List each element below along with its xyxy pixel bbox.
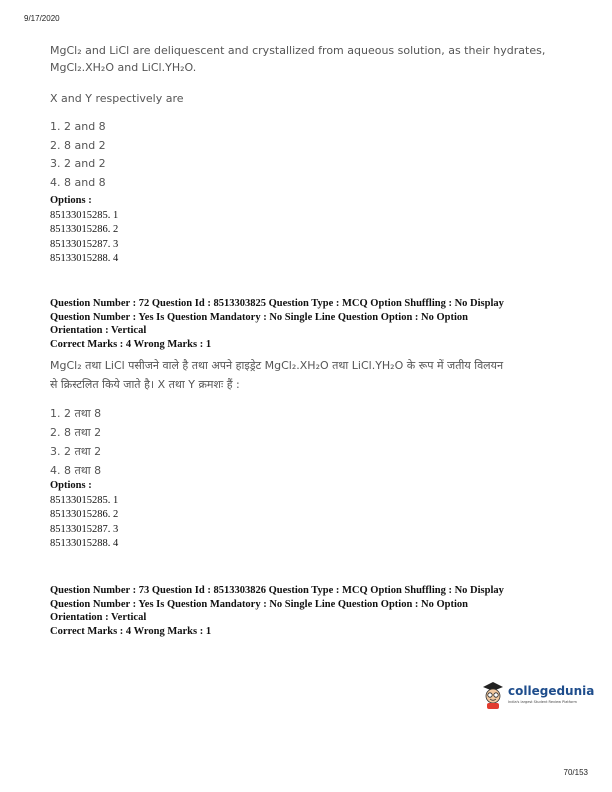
meta-line: Orientation : Vertical: [50, 325, 147, 336]
mascot-icon: [481, 681, 505, 709]
option-id: 85133015285. 1: [50, 209, 119, 221]
choice-item: 2. 8 तथा 2: [50, 426, 102, 439]
choice-item: 3. 2 and 2: [50, 157, 106, 170]
question-line: MgCl₂ तथा LiCl पसीजने वाले है तथा अपने हाइड्रेट MgCl₂.XH₂O तथा LiCl.YH₂O के रूप में जतीय विलयन: [50, 359, 504, 372]
option-id: 85133015287. 3: [50, 523, 119, 535]
meta-line: Question Number : 73 Question Id : 8513303826 Question Type : MCQ Option Shuffling : No Display: [50, 585, 504, 596]
meta-line: Correct Marks : 4 Wrong Marks : 1: [50, 625, 212, 637]
page-number: 70/153: [563, 768, 588, 777]
choice-item: 4. 8 तथा 8: [50, 464, 102, 477]
meta-line: Question Number : Yes Is Question Mandatory : No Single Line Question Option : No Option: [50, 311, 469, 323]
choice-item: 1. 2 तथा 8: [50, 407, 102, 420]
option-id: 85133015288. 4: [50, 253, 119, 265]
meta-line: Correct Marks : 4 Wrong Marks : 1: [50, 338, 212, 350]
question-prompt: X and Y respectively are: [50, 92, 184, 105]
brand-tagline: India's largest Student Review Platform: [508, 700, 577, 704]
question-line: MgCl₂ and LiCl are deliquescent and crystallized from aqueous solution, as their hydrates,: [50, 44, 546, 57]
option-id: 85133015288. 4: [50, 538, 119, 550]
question-line: से क्रिस्टलित किये जाते है। X तथा Y क्रमशः हैं :: [50, 378, 240, 391]
brand-name: collegedunia: [508, 684, 595, 698]
options-block: [50, 194, 118, 267]
choice-item: 3. 2 तथा 2: [50, 445, 102, 458]
choice-item: 1. 2 and 8: [50, 120, 106, 133]
choice-item: 4. 8 and 8: [50, 175, 106, 189]
option-id: 85133015287. 3: [50, 238, 119, 250]
question-meta-73: [50, 584, 590, 638]
option-id: 85133015285. 1: [50, 494, 119, 506]
question-text-hindi: [50, 356, 503, 480]
choice-list: [50, 118, 545, 192]
options-heading: Options :: [50, 480, 92, 491]
question-line: MgCl₂.XH₂O and LiCl.YH₂O.: [50, 61, 197, 74]
print-date: 9/17/2020: [24, 14, 60, 23]
meta-line: Orientation : Vertical: [50, 612, 147, 623]
collegedunia-logo: [481, 681, 595, 711]
options-heading: Options :: [50, 195, 92, 206]
option-id: 85133015286. 2: [50, 509, 119, 521]
choice-list: [50, 404, 503, 480]
question-meta-72: [50, 297, 590, 351]
choice-item: 2. 8 and 2: [50, 138, 106, 152]
options-block: [50, 479, 118, 552]
meta-line: Question Number : 72 Question Id : 8513303825 Question Type : MCQ Option Shuffling : No Display: [50, 298, 504, 309]
meta-line: Question Number : Yes Is Question Mandatory : No Single Line Question Option : No Option: [50, 598, 469, 610]
question-text-english: [50, 42, 545, 192]
option-id: 85133015286. 2: [50, 224, 119, 236]
